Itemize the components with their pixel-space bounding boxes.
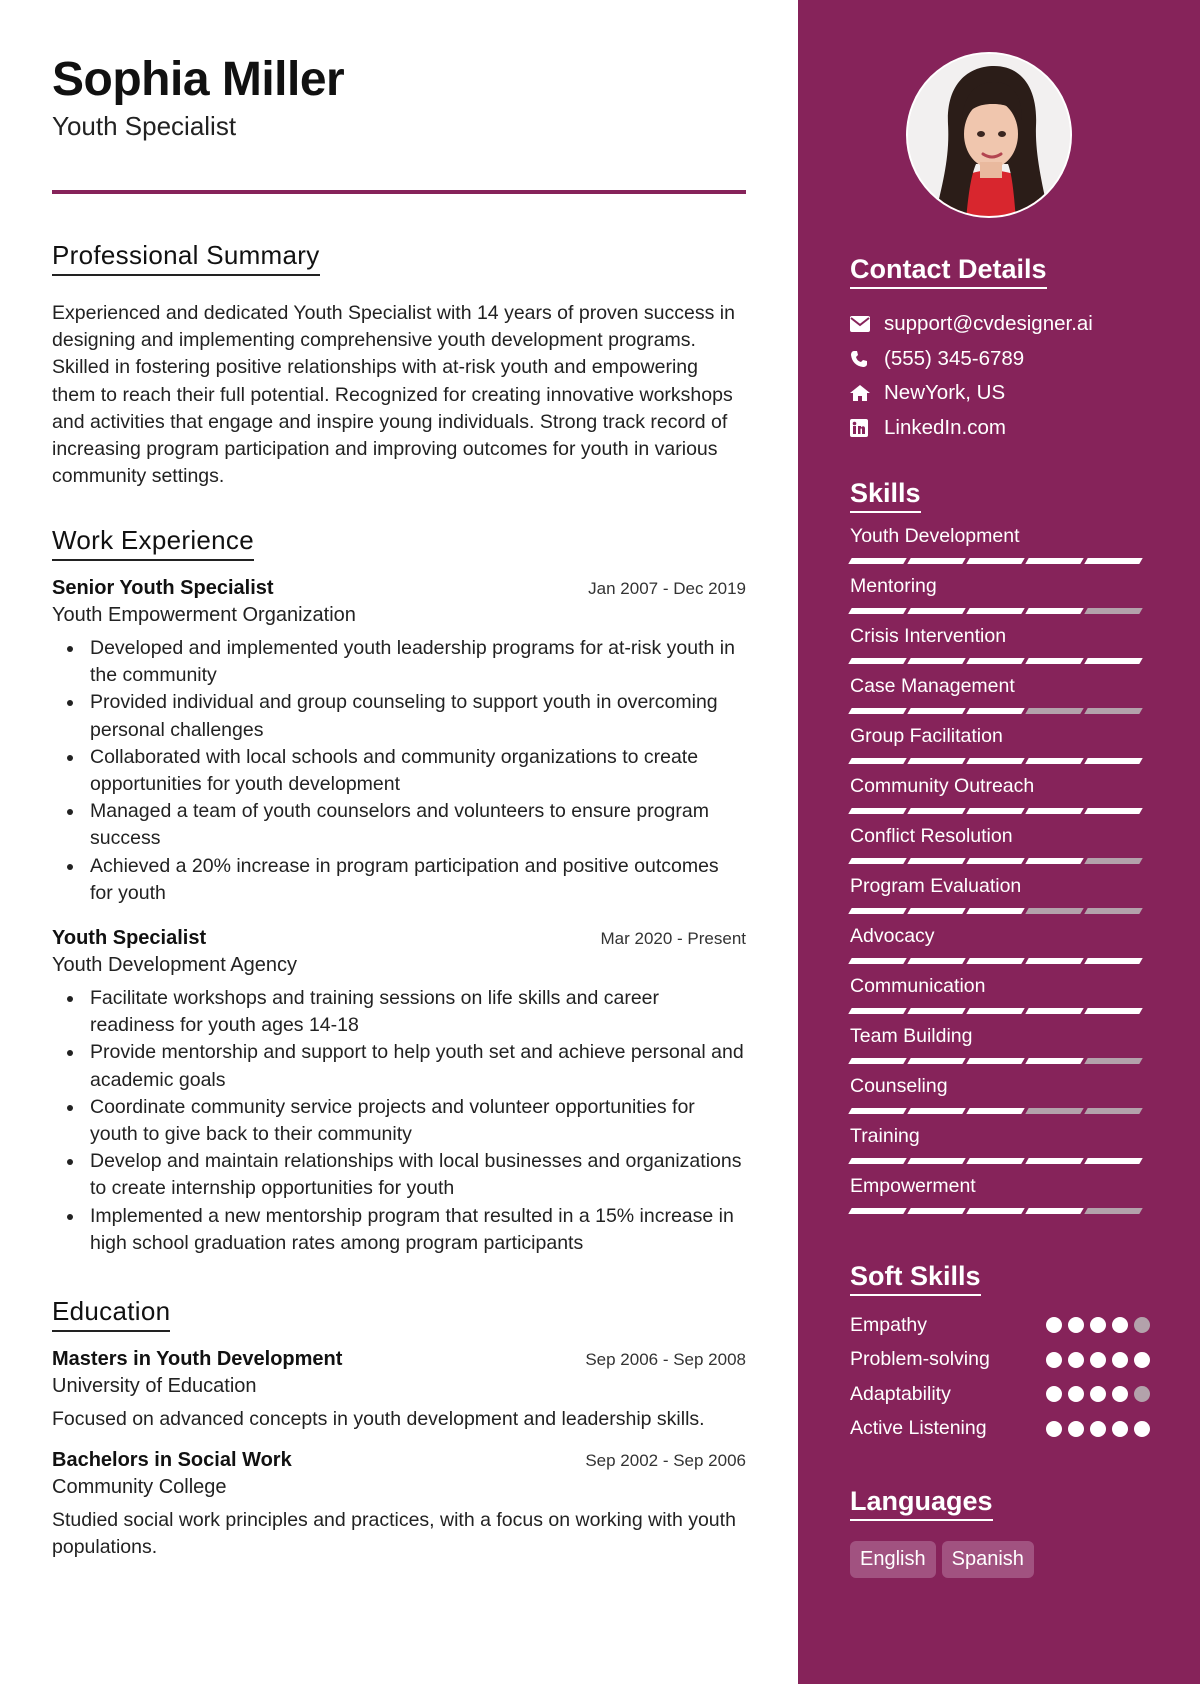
- rating-dot-filled: [1112, 1352, 1128, 1368]
- skill-rating: [850, 1208, 1150, 1214]
- skill-item: [850, 775, 1150, 825]
- rating-dot-filled: [1134, 1352, 1150, 1368]
- skill-item: [850, 675, 1150, 725]
- soft-skill-rating: [1046, 1386, 1150, 1402]
- skills-heading: Skills: [850, 478, 921, 513]
- job-bullet: Facilitate workshops and training sessions on life skills and career readiness for youth ages 14-18: [52, 985, 746, 1039]
- rating-segment-empty: [1084, 908, 1142, 914]
- job-bullets: [52, 635, 746, 907]
- job-organization: Youth Development Agency: [52, 954, 297, 977]
- skill-rating: [850, 1108, 1150, 1114]
- skill-name: Group Facilitation: [850, 725, 1003, 747]
- job-bullet: Develop and maintain relationships with local businesses and organizations to create internship opportunities for youth: [52, 1148, 746, 1202]
- soft-skill-item: [850, 1377, 1150, 1412]
- rating-segment-filled: [1025, 858, 1083, 864]
- soft-skill-rating: [1046, 1317, 1150, 1333]
- soft-skill-name: Adaptability: [850, 1382, 951, 1405]
- rating-segment-filled: [907, 958, 965, 964]
- rating-segment-filled: [907, 1208, 965, 1214]
- rating-dot-filled: [1068, 1352, 1084, 1368]
- rating-dot-filled: [1068, 1386, 1084, 1402]
- education-description: Focused on advanced concepts in youth development and leadership skills.: [52, 1408, 705, 1430]
- job-organization: Youth Empowerment Organization: [52, 604, 356, 626]
- rating-dot-empty: [1134, 1386, 1150, 1402]
- rating-segment-filled: [966, 658, 1024, 664]
- rating-segment-filled: [848, 758, 906, 764]
- rating-segment-filled: [907, 1008, 965, 1014]
- skill-name: Communication: [850, 975, 986, 997]
- skill-name: Conflict Resolution: [850, 825, 1013, 847]
- job-dates: Jan 2007 - Dec 2019: [588, 579, 746, 598]
- work-experience-section: [52, 525, 746, 1257]
- rating-segment-filled: [966, 708, 1024, 714]
- rating-segment-filled: [848, 608, 906, 614]
- rating-segment-filled: [1025, 1208, 1083, 1214]
- job-bullet: Managed a team of youth counselors and volunteers to ensure program success: [52, 798, 746, 852]
- rating-dot-filled: [1112, 1421, 1128, 1437]
- rating-segment-filled: [1025, 758, 1083, 764]
- rating-dot-filled: [1046, 1317, 1062, 1333]
- rating-segment-filled: [848, 958, 906, 964]
- skill-name: Empowerment: [850, 1175, 976, 1197]
- skill-rating: [850, 1008, 1150, 1014]
- skill-name: Mentoring: [850, 575, 937, 597]
- rating-dot-filled: [1046, 1421, 1062, 1437]
- rating-segment-filled: [907, 758, 965, 764]
- contact-location: [850, 376, 1150, 411]
- education-entry: [52, 1348, 746, 1433]
- skill-rating: [850, 658, 1150, 664]
- rating-segment-filled: [907, 708, 965, 714]
- job-bullet: Implemented a new mentorship program that resulted in a 15% increase in high school graduation rates among program participants: [52, 1203, 746, 1257]
- rating-segment-filled: [1084, 1158, 1142, 1164]
- rating-segment-filled: [966, 1058, 1024, 1064]
- rating-dot-filled: [1090, 1386, 1106, 1402]
- rating-segment-empty: [1084, 1058, 1142, 1064]
- rating-segment-filled: [966, 758, 1024, 764]
- skill-item: [850, 825, 1150, 875]
- contact-email-text: support@cvdesigner.ai: [884, 312, 1093, 336]
- rating-segment-filled: [907, 1108, 965, 1114]
- education-dates: Sep 2002 - Sep 2006: [585, 1451, 746, 1471]
- header-divider: [52, 190, 746, 194]
- contact-heading: Contact Details: [850, 254, 1047, 289]
- rating-segment-empty: [1084, 608, 1142, 614]
- skill-rating: [850, 808, 1150, 814]
- rating-segment-filled: [1025, 658, 1083, 664]
- job-bullet: Coordinate community service projects and volunteer opportunities for youth to give back to their community: [52, 1094, 746, 1148]
- skill-rating: [850, 758, 1150, 764]
- skill-rating: [850, 858, 1150, 864]
- rating-segment-filled: [848, 908, 906, 914]
- rating-dot-filled: [1112, 1317, 1128, 1333]
- rating-segment-filled: [1025, 608, 1083, 614]
- soft-skill-name: Empathy: [850, 1313, 927, 1336]
- rating-segment-filled: [1025, 958, 1083, 964]
- rating-segment-filled: [848, 808, 906, 814]
- rating-segment-filled: [848, 1058, 906, 1064]
- soft-skills-section: [850, 1261, 1150, 1446]
- rating-segment-filled: [966, 958, 1024, 964]
- education-section: [52, 1296, 746, 1562]
- rating-segment-filled: [966, 908, 1024, 914]
- candidate-title: Youth Specialist: [52, 111, 237, 141]
- skill-name: Team Building: [850, 1025, 973, 1047]
- rating-segment-filled: [1084, 1008, 1142, 1014]
- contact-section: [850, 254, 1150, 445]
- rating-dot-filled: [1134, 1421, 1150, 1437]
- skill-name: Youth Development: [850, 525, 1020, 547]
- contact-phone[interactable]: [850, 342, 1150, 377]
- rating-segment-filled: [966, 608, 1024, 614]
- rating-segment-filled: [907, 908, 965, 914]
- languages-section: [850, 1486, 1150, 1578]
- rating-segment-filled: [1084, 808, 1142, 814]
- education-entry: [52, 1449, 746, 1561]
- rating-dot-filled: [1068, 1317, 1084, 1333]
- skill-item: [850, 1175, 1150, 1225]
- job-entry: [52, 577, 746, 907]
- contact-phone-text: (555) 345-6789: [884, 346, 1025, 370]
- rating-segment-filled: [966, 558, 1024, 564]
- skill-rating: [850, 908, 1150, 914]
- phone-icon: [850, 350, 884, 368]
- contact-linkedin-text: LinkedIn.com: [884, 415, 1006, 439]
- soft-skill-name: Problem-solving: [850, 1348, 990, 1371]
- rating-dot-empty: [1134, 1317, 1150, 1333]
- skill-item: [850, 875, 1150, 925]
- rating-segment-filled: [848, 1008, 906, 1014]
- rating-dot-filled: [1112, 1386, 1128, 1402]
- summary-heading: Professional Summary: [52, 240, 320, 276]
- education-heading: Education: [52, 1296, 170, 1332]
- envelope-icon: [850, 316, 884, 332]
- rating-segment-filled: [907, 608, 965, 614]
- rating-segment-filled: [907, 1058, 965, 1064]
- job-role: Youth Specialist: [52, 927, 207, 950]
- soft-skill-rating: [1046, 1352, 1150, 1368]
- rating-dot-filled: [1090, 1317, 1106, 1333]
- school-name: Community College: [52, 1476, 227, 1499]
- soft-skill-rating: [1046, 1421, 1150, 1437]
- rating-segment-filled: [1025, 808, 1083, 814]
- job-entry: [52, 927, 746, 1257]
- rating-segment-filled: [966, 1158, 1024, 1164]
- rating-segment-filled: [907, 858, 965, 864]
- summary-text: Experienced and dedicated Youth Specialist with 14 years of proven success in designing and implementing comprehensive youth development programs. Skilled in fostering positive relationships with at-risk youth and empowering them to reach their full potential. Recognized for creating innovative workshops and activities that engage and inspire young individuals. Strong track record of increasing program participation and improving outcomes for youth in various community settings.: [52, 302, 735, 488]
- rating-segment-filled: [848, 708, 906, 714]
- profile-photo: [908, 54, 1072, 218]
- rating-segment-filled: [907, 808, 965, 814]
- job-bullet: Collaborated with local schools and community organizations to create opportunities for youth development: [52, 744, 746, 798]
- skill-item: [850, 1025, 1150, 1075]
- skill-rating: [850, 608, 1150, 614]
- rating-segment-filled: [907, 1158, 965, 1164]
- skill-name: Counseling: [850, 1075, 948, 1097]
- rating-segment-empty: [1084, 708, 1142, 714]
- rating-segment-filled: [966, 858, 1024, 864]
- rating-segment-filled: [966, 1108, 1024, 1114]
- rating-segment-filled: [907, 558, 965, 564]
- job-dates: Mar 2020 - Present: [600, 929, 746, 949]
- rating-segment-filled: [848, 558, 906, 564]
- rating-dot-filled: [1046, 1386, 1062, 1402]
- rating-segment-filled: [907, 658, 965, 664]
- degree-name: Bachelors in Social Work: [52, 1449, 292, 1472]
- skill-item: [850, 575, 1150, 625]
- rating-segment-filled: [848, 1108, 906, 1114]
- rating-segment-filled: [966, 1008, 1024, 1014]
- rating-segment-filled: [848, 658, 906, 664]
- rating-segment-filled: [966, 808, 1024, 814]
- rating-segment-filled: [966, 1208, 1024, 1214]
- degree-name: Masters in Youth Development: [52, 1348, 343, 1370]
- skill-name: Training: [850, 1125, 920, 1147]
- job-bullet: Achieved a 20% increase in program participation and positive outcomes for youth: [52, 853, 746, 907]
- linkedin-icon: [850, 419, 884, 437]
- rating-segment-filled: [848, 1158, 906, 1164]
- skill-name: Program Evaluation: [850, 875, 1022, 897]
- skill-item: [850, 525, 1150, 575]
- rating-segment-filled: [1084, 758, 1142, 764]
- language-tag-spanish: Spanish: [942, 1541, 1034, 1578]
- skill-name: Advocacy: [850, 925, 935, 947]
- rating-segment-filled: [848, 858, 906, 864]
- skill-item: [850, 625, 1150, 675]
- rating-dot-filled: [1068, 1421, 1084, 1437]
- professional-summary-section: [52, 240, 746, 490]
- skill-rating: [850, 558, 1150, 564]
- rating-segment-filled: [1084, 558, 1142, 564]
- contact-email[interactable]: [850, 307, 1150, 342]
- rating-segment-filled: [1025, 558, 1083, 564]
- skill-name: Crisis Intervention: [850, 625, 1007, 647]
- rating-segment-empty: [1084, 1108, 1142, 1114]
- skill-item: [850, 1075, 1150, 1125]
- rating-segment-filled: [1025, 1058, 1083, 1064]
- soft-skills-heading: Soft Skills: [850, 1261, 981, 1296]
- school-name: University of Education: [52, 1375, 257, 1397]
- rating-segment-filled: [1025, 1158, 1083, 1164]
- job-bullet: Developed and implemented youth leadership programs for at-risk youth in the community: [52, 635, 746, 689]
- work-heading: Work Experience: [52, 525, 254, 561]
- skill-item: [850, 1125, 1150, 1175]
- skill-rating: [850, 958, 1150, 964]
- rating-dot-filled: [1046, 1352, 1062, 1368]
- contact-location-text: NewYork, US: [884, 381, 1006, 405]
- rating-dot-filled: [1090, 1352, 1106, 1368]
- language-tag-english: English: [850, 1541, 936, 1578]
- job-role: Senior Youth Specialist: [52, 577, 274, 599]
- skill-name: Community Outreach: [850, 775, 1035, 797]
- contact-linkedin[interactable]: [850, 411, 1150, 446]
- rating-segment-filled: [848, 1208, 906, 1214]
- job-bullets: [52, 985, 746, 1257]
- skill-rating: [850, 708, 1150, 714]
- rating-segment-filled: [1084, 658, 1142, 664]
- rating-segment-empty: [1025, 908, 1083, 914]
- rating-dot-filled: [1090, 1421, 1106, 1437]
- education-description: Studied social work principles and practices, with a focus on working with youth populations.: [52, 1509, 736, 1559]
- rating-segment-filled: [1084, 958, 1142, 964]
- skill-item: [850, 925, 1150, 975]
- rating-segment-filled: [1025, 1008, 1083, 1014]
- soft-skill-item: [850, 1343, 1150, 1378]
- skill-item: [850, 975, 1150, 1025]
- skills-section: [850, 478, 1150, 1225]
- skill-rating: [850, 1058, 1150, 1064]
- education-dates: Sep 2006 - Sep 2008: [585, 1350, 746, 1369]
- rating-segment-empty: [1025, 1108, 1083, 1114]
- job-bullet: Provide mentorship and support to help youth set and achieve personal and academic goals: [52, 1039, 746, 1093]
- candidate-name: Sophia Miller: [52, 53, 345, 106]
- skill-item: [850, 725, 1150, 775]
- soft-skill-item: [850, 1308, 1150, 1343]
- home-icon: [850, 385, 884, 401]
- soft-skill-name: Active Listening: [850, 1417, 987, 1440]
- languages-heading: Languages: [850, 1486, 993, 1521]
- soft-skill-item: [850, 1412, 1150, 1447]
- rating-segment-empty: [1084, 1208, 1142, 1214]
- rating-segment-empty: [1084, 858, 1142, 864]
- skill-name: Case Management: [850, 675, 1015, 697]
- job-bullet: Provided individual and group counseling to support youth in overcoming personal challenges: [52, 689, 746, 743]
- skill-rating: [850, 1158, 1150, 1164]
- rating-segment-empty: [1025, 708, 1083, 714]
- avatar: [906, 52, 1072, 218]
